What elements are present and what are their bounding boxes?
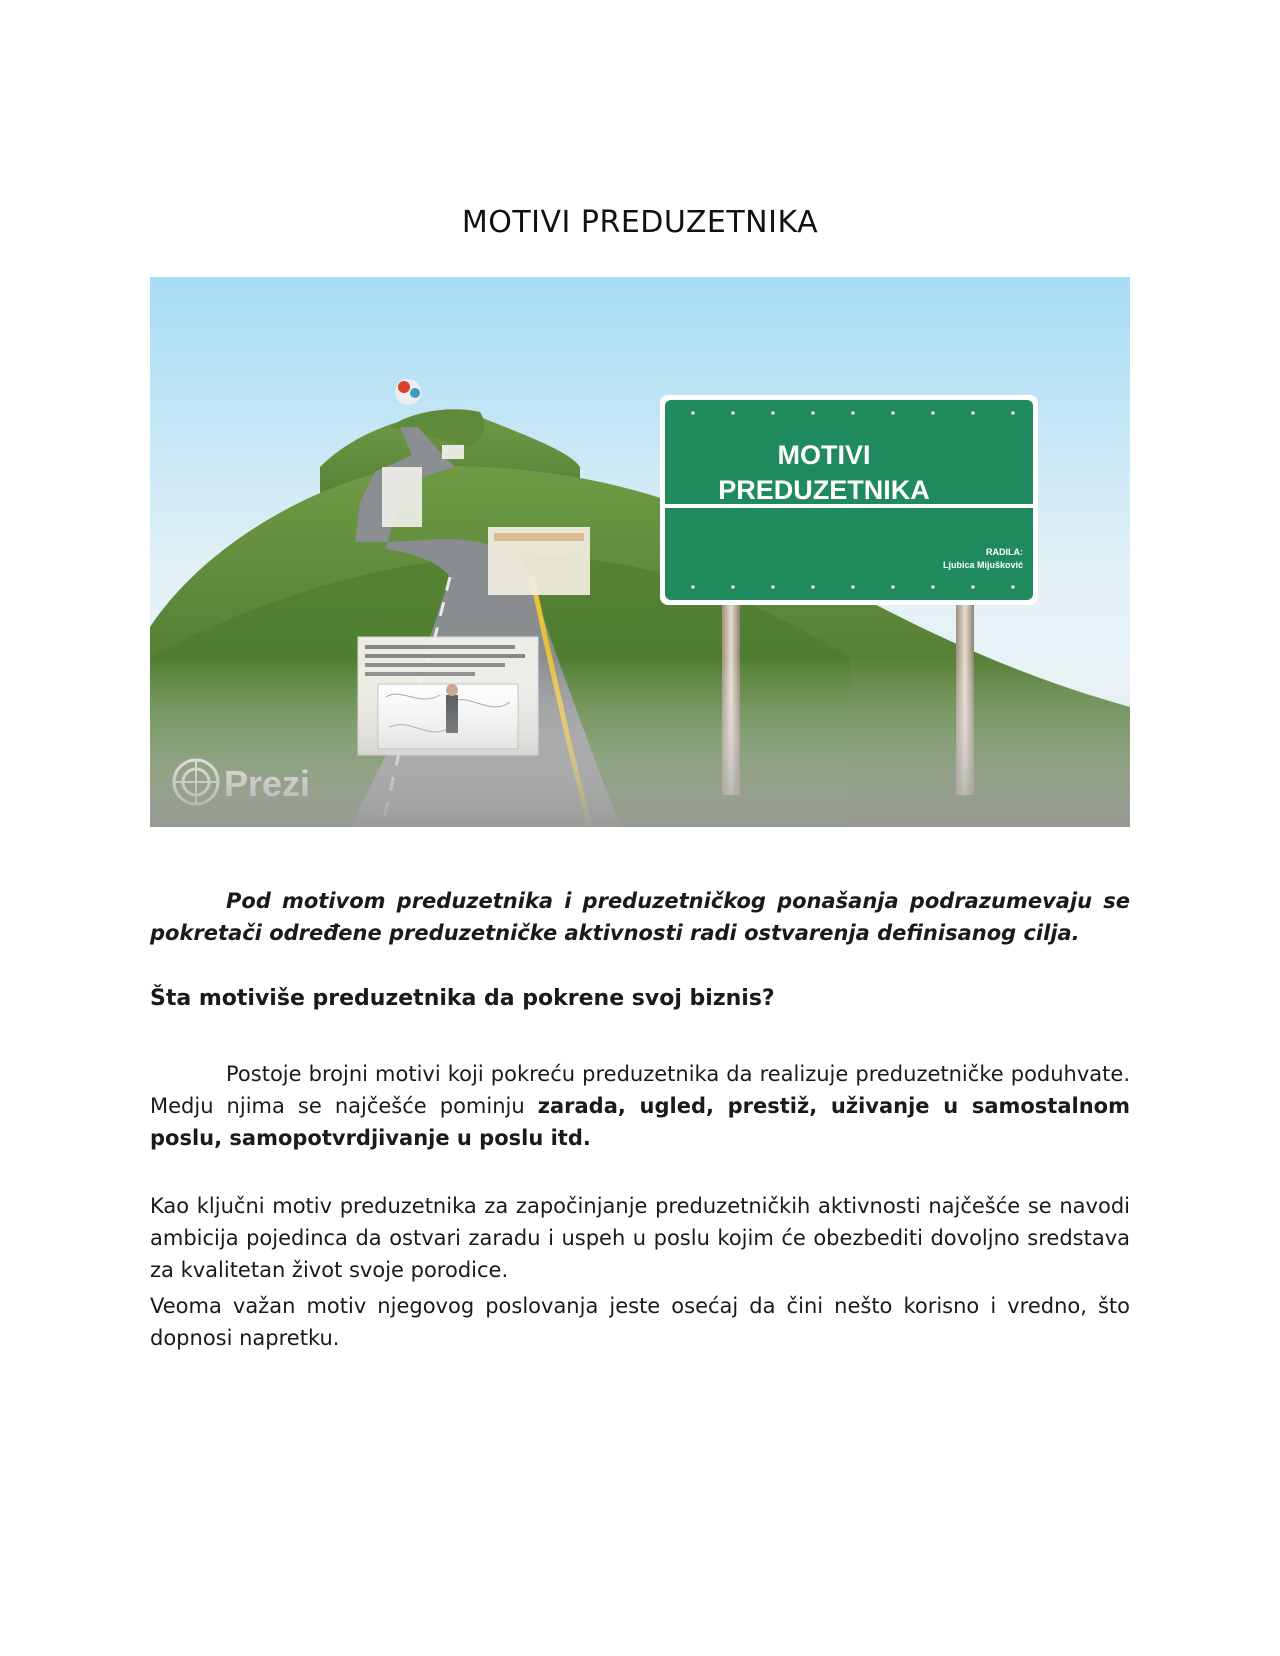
sign-line-1: MOTIVI xyxy=(777,440,871,470)
paragraph-motives-text: Postoje brojni motivi koji pokreću preduzetnika da realizuje preduzetničke poduhvate. Medju njima se najčešće pominju xyxy=(150,1062,1130,1118)
sign-line-2: PREDUZETNIKA xyxy=(718,475,930,505)
section-heading: Šta motiviše preduzetnika da pokrene svoj biznis? xyxy=(150,986,775,1011)
document-title: MOTIVI PREDUZETNIKA xyxy=(461,205,819,240)
paragraph-important-motive: Veoma važan motiv njegovog poslovanja jeste osećaj da čini nešto korisno i vredno, što dopnosi napretku. xyxy=(150,1294,1130,1350)
intro-text: Pod motivom preduzetnika i preduzetničkog ponašanja podrazumevaju se pokretači određene preduzetničke aktivnosti radi ostvarenja definisanog cilja. xyxy=(150,889,1130,945)
road-sign xyxy=(660,395,1038,605)
sign-author-label: RADILA: xyxy=(986,547,1023,557)
paragraph-key-motive: Kao ključni motiv preduzetnika za započinjanje preduzetničkih aktivnosti najčešće se navodi ambicija pojedinca da ostvari zaradu i uspeh u poslu kojim će obezbediti dovoljno sredstava za kvalitetan život svoje porodice. xyxy=(150,1194,1130,1282)
paragraph-motives-bold: zarada, ugled, prestiž, uživanje u samostalnom poslu, samopotvrdjivanje u poslu itd. xyxy=(150,1094,1130,1150)
sign-author-name: Ljubica Mijušković xyxy=(942,560,1023,570)
paragraph-motives xyxy=(150,1058,1130,1154)
intro-paragraph xyxy=(150,885,1130,949)
presentation-image xyxy=(150,277,1130,827)
